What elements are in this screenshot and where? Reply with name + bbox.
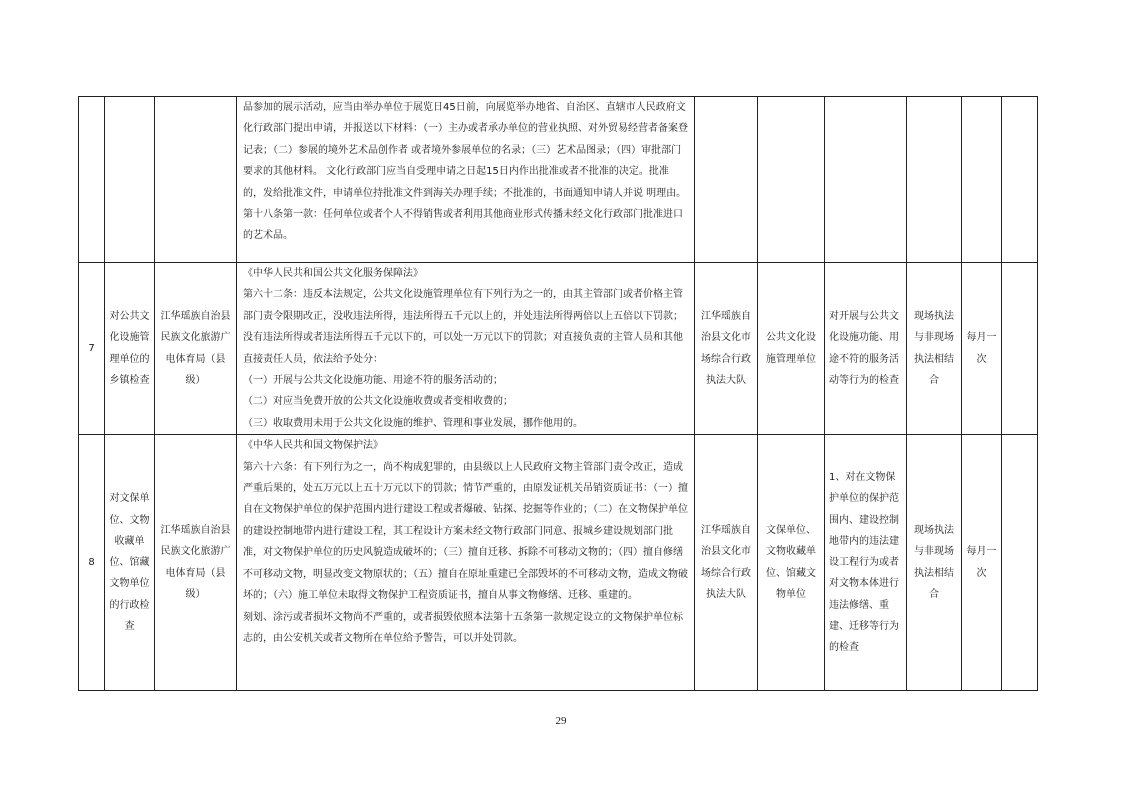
inspection-item (105, 97, 155, 263)
inspection-object (758, 97, 825, 263)
inspection-content (825, 97, 907, 263)
page-number: 29 (555, 715, 567, 727)
legal-basis-paragraph: 第六十六条：有下列行为之一，尚不构成犯罪的，由县级以上人民政府文物主管部门责令改正，造成严重后果的，处五万元以上五十万元以下的罚款；情节严重的，由原发证机关吊销资质证书：（一）擅自在文物保护单位的保护范围内进行建设工程或者爆破、钻探、挖掘等作业的；（二）在文物保护单位的建设控制地带内进行建设工程，其工程设计方案未经文物行政部门同意、报城乡建设规划部门批准，对文物保护单位的历史风貌造成破坏的；（三）擅自迁移、拆除不可移动文物的；（四）擅自修缮不可移动文物，明显改变文物原状的；（五）擅自在原址重建已全部毁坏的不可移动文物，造成文物破坏的；（六）施工单位未取得文物保护工程资质证书，擅自从事文物修缮、迁移、重建的。 (243, 461, 688, 602)
implementing-department (155, 97, 237, 263)
executing-agency (695, 97, 758, 263)
inspection-content: 1、对在文物保护单位的保护范围内、建设控制地带内的违法建设工程行为或者对文物本体进行违法修缮、重建、迁移等行为的检查 (825, 435, 907, 691)
legal-basis-paragraph: 刻划、涂污或者损坏文物尚不严重的，或者损毁依照本法第十五条第一款规定设立的文物保护单位标志的，由公安机关或者文物所在单位给予警告，可以并处罚款。 (243, 611, 683, 644)
implementing-department: 江华瑶族自治县民族文化旅游广电体育局（县级） (155, 435, 237, 691)
inspection-item: 对文保单位、文物收藏单位、馆藏文物单位的行政检查 (105, 435, 155, 691)
legal-basis (237, 263, 695, 435)
legal-basis-paragraph: 品参加的展示活动，应当由举办单位于展览日45日前，向展览举办地省、自治区、直辖市人民政府文化行政部门提出申请，并报送以下材料：（一）主办或者承办单位的营业执照、对外贸易经营者备案登记表；（二）参展的境外艺术品创作者 或者境外参展单位的名录；（三）艺术品图录；（四）审批部门要求的其他材料。 文化行政部门应当自受理申请之日起15日内作出批准或者不批准的决定。批准的，发给批准文件，申请单位持批准文件到海关办理手续；不批准的，书面通知申请人并说 明理由。 (243, 102, 688, 199)
legal-basis-paragraph: （三）收取费用未用于公共文化设施的维护、管理和事业发展，挪作他用的。 (243, 417, 583, 429)
inspection-table (78, 96, 1038, 691)
inspection-method: 现场执法与非现场执法相结合 (907, 435, 962, 691)
inspection-frequency: 每月一次 (962, 435, 1002, 691)
inspection-object: 文保单位、文物收藏单位、馆藏文物单位 (758, 435, 825, 691)
inspection-frequency (962, 97, 1002, 263)
remarks (1002, 435, 1038, 691)
inspection-item: 对公共文化设施管理单位的乡镇检查 (105, 263, 155, 435)
row-number (79, 97, 105, 263)
inspection-content: 对开展与公共文化设施功能、用途不符的服务活动等行为的检查 (825, 263, 907, 435)
table-row (79, 435, 1038, 691)
remarks (1002, 263, 1038, 435)
inspection-frequency: 每月一次 (962, 263, 1002, 435)
row-number: 7 (79, 263, 105, 435)
legal-basis-paragraph: 第十八条第一款：任何单位或者个人不得销售或者利用其他商业形式传播未经文化行政部门批准进口的艺术品。 (243, 209, 683, 242)
table-row (79, 97, 1038, 263)
legal-basis (237, 435, 695, 691)
legal-basis (237, 97, 695, 263)
legal-basis-paragraph: 第六十二条：违反本法规定，公共文化设施管理单位有下列行为之一的，由其主管部门或者价格主管部门责令限期改正，没收违法所得，违法所得五千元以上的，并处违法所得两倍以上五倍以下罚款；没有违法所得或者违法所得五千元以下的，可以处一万元以下的罚款；对直接负责的主管人员和其他直接责任人员，依法给予处分： (243, 289, 683, 365)
implementing-department: 江华瑶族自治县民族文化旅游广电体育局（县级） (155, 263, 237, 435)
legal-basis-paragraph: 《中华人民共和国公共文化服务保障法》 (243, 268, 423, 279)
remarks (1002, 97, 1038, 263)
row-number: 8 (79, 435, 105, 691)
executing-agency: 江华瑶族自治县文化市场综合行政执法大队 (695, 263, 758, 435)
inspection-object: 公共文化设施管理单位 (758, 263, 825, 435)
legal-basis-paragraph: 《中华人民共和国文物保护法》 (243, 440, 383, 452)
executing-agency: 江华瑶族自治县文化市场综合行政执法大队 (695, 435, 758, 691)
table-row (79, 263, 1038, 435)
legal-basis-paragraph: （一）开展与公共文化设施功能、用途不符的服务活动的； (243, 375, 503, 387)
legal-basis-paragraph: （二）对应当免费开放的公共文化设施收费或者变相收费的； (243, 396, 513, 408)
inspection-method (907, 97, 962, 263)
inspection-method: 现场执法与非现场执法相结合 (907, 263, 962, 435)
